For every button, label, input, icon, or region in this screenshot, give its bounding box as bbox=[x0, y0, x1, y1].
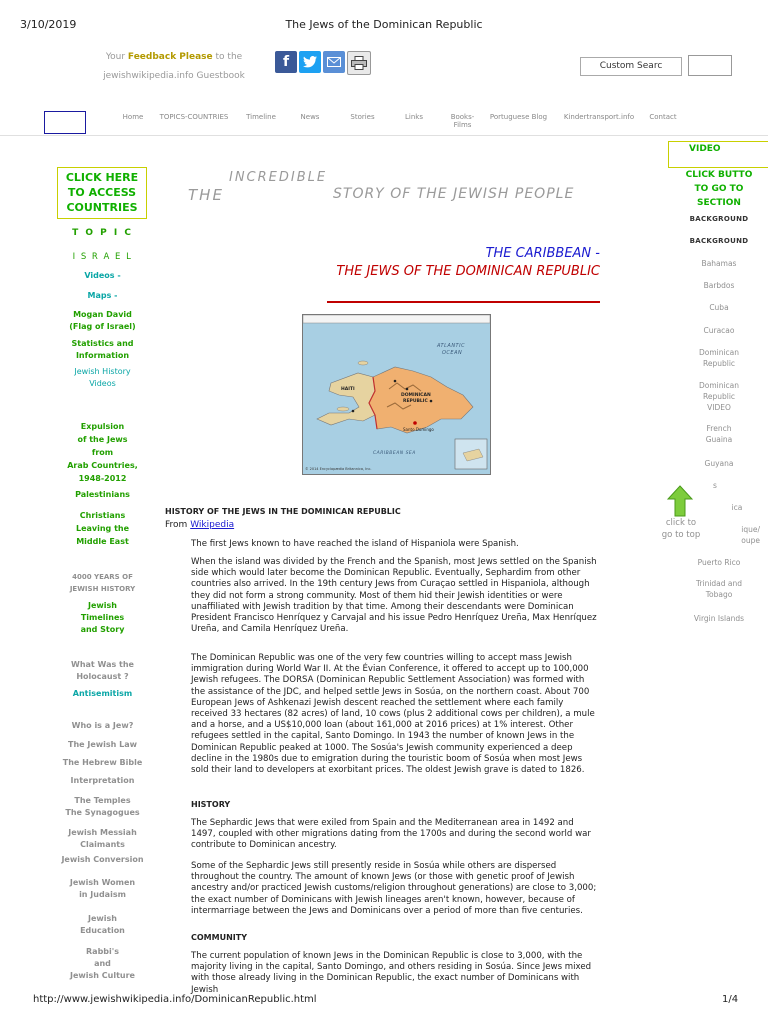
expulsion-link[interactable] bbox=[50, 420, 155, 485]
maps-link[interactable]: Maps - bbox=[87, 291, 118, 300]
map-ocean-label-1: ATLANTIC bbox=[437, 343, 466, 349]
article-paragraph-6: The current population of known Jews in the Dominican Republic is close to 3,000, with the majority living in the capital, Santo Domingo, and others residing in Sosúa. Since Jews mixed with those already living in the Dominican Republic, the exact number of Dominicans with Jewish bbox=[191, 951, 592, 995]
cuba-link[interactable]: Cuba bbox=[709, 303, 729, 312]
countries-line-2: TO ACCESS bbox=[67, 186, 137, 199]
history-videos-link[interactable] bbox=[50, 366, 155, 390]
timelines-line-2: Timelines bbox=[80, 613, 125, 622]
map-haiti-label: HAITI bbox=[341, 387, 355, 392]
print-title: The Jews of the Dominican Republic bbox=[285, 18, 483, 31]
feedback-prefix: Your bbox=[105, 52, 126, 62]
mogan-line-2: (Flag of Israel) bbox=[69, 322, 136, 331]
drv-line-3: VIDEO bbox=[707, 403, 731, 412]
barbados-link[interactable]: Barbdos bbox=[703, 281, 735, 290]
mogan-line-1: Mogan David bbox=[73, 310, 132, 319]
article-heading: HISTORY OF THE JEWS IN THE DOMINICAN REPUBLIC bbox=[165, 507, 401, 516]
click-line-1: CLICK BUTTO bbox=[685, 170, 753, 180]
totop-line-2: go to top bbox=[661, 530, 701, 540]
antisemitism-link[interactable]: Antisemitism bbox=[72, 689, 133, 698]
education-line-1: Jewish bbox=[88, 914, 117, 923]
trinidad-line-1: Trinidad and bbox=[695, 579, 743, 588]
nav-item-portuguese-blog[interactable]: Portuguese Blog bbox=[489, 113, 548, 121]
from-label: From bbox=[165, 520, 188, 530]
temples-link[interactable] bbox=[50, 795, 155, 819]
headline-the: THE bbox=[188, 186, 224, 204]
title-underline bbox=[327, 301, 600, 303]
hispaniola-map bbox=[302, 314, 491, 475]
article-source bbox=[165, 520, 234, 530]
mail-icon[interactable] bbox=[323, 51, 345, 73]
messiah-claimants-link[interactable] bbox=[50, 827, 155, 851]
history-videos-line-2: Videos bbox=[89, 379, 116, 388]
jewish-conversion-link[interactable]: Jewish Conversion bbox=[61, 855, 144, 864]
map-capital-label: Santo Domingo bbox=[403, 427, 434, 432]
background-link-1[interactable]: BACKGROUND bbox=[689, 215, 749, 223]
guiana-line-2: Guaina bbox=[705, 435, 733, 444]
wikipedia-link[interactable]: Wikipedia bbox=[190, 520, 235, 530]
messiah-line-2: Claimants bbox=[80, 840, 125, 849]
videos-link[interactable]: Videos - bbox=[84, 271, 121, 280]
topic-link[interactable]: T O P I C bbox=[72, 228, 133, 238]
who-is-jew-link[interactable]: Who is a Jew? bbox=[71, 721, 134, 730]
education-line-2: Education bbox=[80, 926, 125, 935]
messiah-line-1: Jewish Messiah bbox=[68, 828, 137, 837]
map-credit: © 2014 Encyclopædia Britannica, Inc. bbox=[305, 467, 372, 471]
nav-blank-box[interactable] bbox=[44, 111, 86, 134]
nav-item-links[interactable]: Links bbox=[405, 113, 423, 121]
background-link-2[interactable]: BACKGROUND bbox=[689, 237, 749, 245]
article-paragraph-2: When the island was divided by the French and the Spanish, most Jews settled on the Spanish side which would later become the Dominican Republic. Eventually, Sephardim from other countries also arrived. In the 19th century Jews from Curaçao settled in Hispaniola, although they did not form a strong community. Most of them hid their Jewish identities or were unaffiliated with Jewish tradition by that time. Among their descendants were Dominican President Francisco Henríquez y Carvajal and his issue Pedro Henríquez Ureña, Max Henríquez Ureña, and Camila Henríquez Ureña. bbox=[191, 557, 597, 635]
back-to-top-link[interactable] bbox=[656, 517, 706, 541]
page-title: THE JEWS OF THE DOMINICAN REPUBLIC bbox=[336, 264, 600, 279]
years-history-link[interactable] bbox=[50, 571, 155, 595]
rabbis-line-2: and bbox=[94, 959, 111, 968]
map-country-label-1: DOMINICAN bbox=[401, 393, 431, 398]
guiana-line-1: French bbox=[706, 424, 732, 433]
article-paragraph-5: Some of the Sephardic Jews still presently reside in Sosúa while others are dispersed throughout the country. The amount of known Jews (or those with genetic proof of Jewish ancestry and/or practiced Jewish customs/religion throughout generations) are close to 3,000; the exact number of Dominicans with Jewish lineages aren't known, however, because of intermarriage between the Jews and Dominicans over a period of more than five centuries. bbox=[191, 861, 597, 916]
french-guiana-link[interactable] bbox=[670, 423, 768, 445]
years-line-2: JEWISH HISTORY bbox=[69, 585, 136, 593]
headline-story: STORY OF THE JEWISH PEOPLE bbox=[333, 186, 575, 202]
holocaust-line-1: What Was the bbox=[71, 660, 134, 669]
women-line-1: Jewish Women bbox=[69, 878, 136, 887]
dominican-republic-video-link[interactable] bbox=[670, 380, 768, 413]
map-country-label-2: REPUBLIC bbox=[403, 399, 428, 404]
nav-item-stories[interactable]: Stories bbox=[350, 113, 375, 121]
print-url: http://www.jewishwikipedia.info/DominicanRepublic.html bbox=[33, 994, 317, 1005]
main-nav bbox=[120, 113, 683, 129]
que-line-2: oupe bbox=[741, 536, 760, 545]
holocaust-line-2: Holocaust ? bbox=[76, 672, 129, 681]
curacao-link[interactable]: Curacao bbox=[703, 326, 735, 335]
trinidad-tobago-link[interactable] bbox=[670, 578, 768, 600]
nav-item-timeline[interactable]: Timeline bbox=[246, 113, 276, 121]
rabbis-culture-link[interactable] bbox=[50, 946, 155, 982]
virgin-islands-link[interactable]: Virgin Islands bbox=[693, 614, 745, 623]
bahamas-link[interactable]: Bahamas bbox=[701, 259, 737, 268]
click-line-3: SECTION bbox=[697, 198, 741, 208]
jewish-women-link[interactable] bbox=[50, 877, 155, 901]
palestinians-link[interactable]: Palestinians bbox=[75, 490, 130, 499]
facebook-icon[interactable]: f bbox=[275, 51, 297, 73]
christians-line-1: Christians bbox=[79, 511, 126, 520]
expulsion-line-3: from bbox=[91, 448, 114, 457]
trinidad-line-2: Tobago bbox=[705, 590, 733, 599]
christians-line-3: Middle East bbox=[76, 537, 129, 546]
access-countries-button[interactable] bbox=[57, 167, 147, 219]
puerto-rico-link[interactable]: Puerto Rico bbox=[697, 558, 741, 567]
interpretation-link[interactable]: Interpretation bbox=[70, 776, 135, 785]
christians-link[interactable] bbox=[50, 509, 155, 548]
caribbean-heading: THE CARIBBEAN - bbox=[485, 246, 600, 261]
stats-line-2: Information bbox=[75, 351, 130, 360]
dr-line-1: Dominican bbox=[698, 348, 740, 357]
feedback-suffix: to the bbox=[215, 52, 243, 62]
video-button[interactable]: VIDEO bbox=[668, 141, 768, 168]
map-ocean-label-2: OCEAN bbox=[442, 350, 463, 356]
partial-link-ica[interactable]: ica bbox=[731, 503, 743, 512]
community-subheading: COMMUNITY bbox=[191, 933, 248, 942]
nav-item-books-films[interactable]: Books- Films bbox=[450, 113, 475, 129]
partial-link-ique[interactable] bbox=[712, 524, 768, 546]
christians-line-2: Leaving the bbox=[75, 524, 130, 533]
feedback-guestbook: jewishwikipedia.info Guestbook bbox=[103, 71, 245, 81]
jewish-law-link[interactable]: The Jewish Law bbox=[67, 740, 138, 749]
nav-item-contact[interactable]: Contact bbox=[649, 113, 677, 121]
dr-line-2: Republic bbox=[702, 359, 736, 368]
search-button[interactable] bbox=[688, 55, 732, 76]
article-paragraph-3: The Dominican Republic was one of the very few countries willing to accept mass Jewish immigration during World War II. At the Évian Conference, it offered to accept up to 100,000 Jewish refugees. The DORSA (Dominican Republic Settlement Association) was formed with the assistance of the JDC, and helped settle Jews in Sosúa, on the northern coast. About 700 European Jews of Ashkenazi Jewish descent reached the settlement where each family received 33 hectares (82 acres) of land, 10 cows (plus 2 additional cows per children), a mule and a horse, and a US$10,000 loan (about 161,000 at 2016 prices) at 1% interest. Other refugees settled in the capital, Santo Domingo. In 1943 the number of known Jews in the Dominican Republic peaked at 1000. The Sosúa's Jewish community experienced a deep decline in the 1980s due to emigration during the touristic boom of Sosúa when most Jews sold their land to developers at exorbitant prices. The oldest Jewish grave is dated to 1826. bbox=[191, 653, 595, 776]
women-line-2: in Judaism bbox=[79, 890, 126, 899]
holocaust-link[interactable] bbox=[50, 659, 155, 683]
rabbis-line-1: Rabbi's bbox=[86, 947, 119, 956]
print-date: 3/10/2019 bbox=[20, 18, 77, 31]
expulsion-line-4: Arab Countries, bbox=[67, 461, 138, 470]
drv-line-1: Dominican bbox=[698, 381, 740, 390]
jewish-education-link[interactable] bbox=[50, 913, 155, 937]
expulsion-line-2: of the Jews bbox=[77, 435, 128, 444]
article-paragraph-1: The first Jews known to have reached the island of Hispaniola were Spanish. bbox=[191, 539, 519, 549]
years-line-1: 4000 YEARS OF bbox=[72, 573, 133, 581]
nav-divider bbox=[0, 135, 768, 136]
article-paragraph-4: The Sephardic Jews that were exiled from Spain and the Mediterranean area in 1492 and 1497, coupled with other migrations dating from the 1700s and during the second world war contribute to Dominican ancestry. bbox=[191, 818, 591, 851]
statistics-link[interactable] bbox=[50, 338, 155, 362]
history-videos-line-1: Jewish History bbox=[74, 367, 131, 376]
totop-line-1: click to bbox=[665, 518, 697, 528]
custom-search-input[interactable]: Custom Searc bbox=[580, 57, 682, 76]
share-bar bbox=[275, 51, 371, 75]
temples-line-2: The Synagogues bbox=[65, 808, 140, 817]
printer-icon[interactable] bbox=[347, 51, 371, 75]
timelines-line-1: Jewish bbox=[88, 601, 117, 610]
israel-link[interactable]: I S R A E L bbox=[72, 252, 133, 262]
headline-incredible: INCREDIBLE bbox=[229, 170, 328, 185]
timelines-link[interactable] bbox=[50, 600, 155, 636]
nav-item-news[interactable]: News bbox=[300, 113, 320, 121]
rabbis-line-3: Jewish Culture bbox=[70, 971, 135, 980]
click-line-2: TO GO TO bbox=[694, 184, 744, 194]
feedback-bold: Feedback Please bbox=[127, 52, 213, 62]
countries-line-1: CLICK HERE bbox=[65, 171, 139, 184]
click-button-heading bbox=[670, 168, 768, 210]
stats-line-1: Statistics and bbox=[71, 339, 134, 348]
expulsion-line-1: Expulsion bbox=[80, 422, 125, 431]
timelines-line-3: and Story bbox=[80, 625, 125, 634]
nav-item-home[interactable]: Home bbox=[122, 113, 144, 121]
expulsion-line-5: 1948-2012 bbox=[78, 474, 127, 483]
print-page-number: 1/4 bbox=[722, 994, 739, 1005]
arrow-up-icon[interactable] bbox=[667, 485, 693, 517]
temples-line-1: The Temples bbox=[74, 796, 131, 805]
feedback-link[interactable] bbox=[94, 48, 254, 86]
guyana-link[interactable]: Guyana bbox=[704, 459, 734, 468]
countries-line-3: COUNTRIES bbox=[66, 201, 138, 214]
history-subheading: HISTORY bbox=[191, 800, 231, 809]
hebrew-bible-link[interactable]: The Hebrew Bible bbox=[62, 758, 143, 767]
map-sea-label: CARIBBEAN SEA bbox=[373, 451, 416, 456]
dominican-republic-link[interactable] bbox=[670, 347, 768, 369]
que-line-1: ique/ bbox=[741, 525, 760, 534]
drv-line-2: Republic bbox=[702, 392, 736, 401]
nav-item-topics-countries[interactable]: TOPICS-COUNTRIES bbox=[159, 113, 229, 121]
nav-item-kindertransport-info[interactable]: Kindertransport.info bbox=[563, 113, 635, 121]
partial-link-s[interactable]: s bbox=[713, 481, 717, 490]
twitter-icon[interactable] bbox=[299, 51, 321, 73]
mogan-david-link[interactable] bbox=[50, 309, 155, 333]
